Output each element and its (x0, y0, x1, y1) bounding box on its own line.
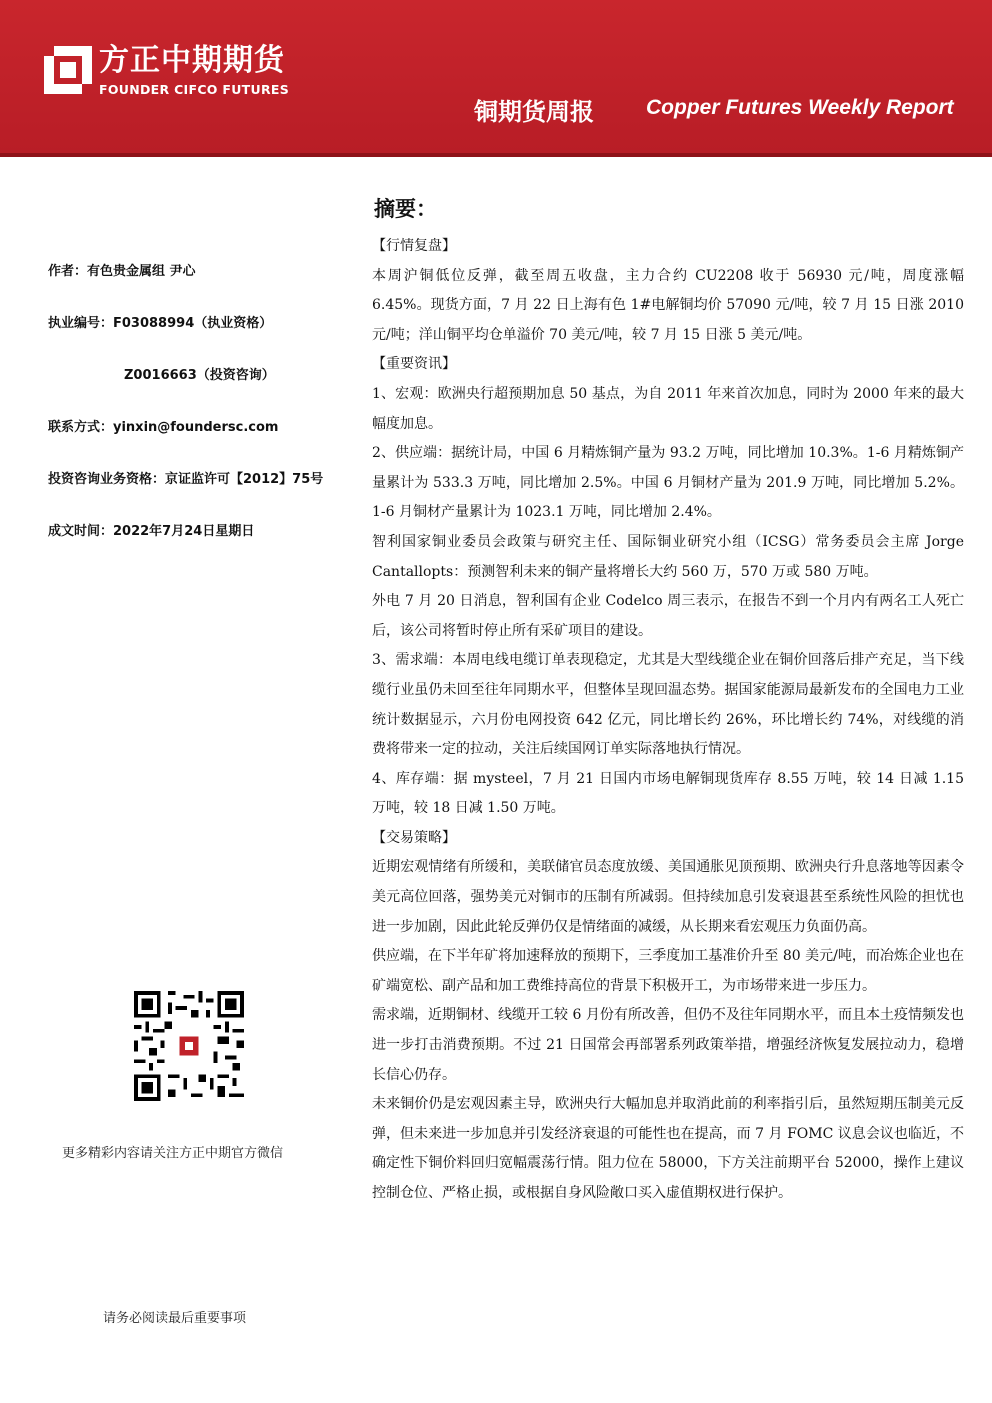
license-line-2: Z0016663（投资咨询） (124, 368, 275, 383)
paragraph: 3、需求端：本周电线电缆订单表现稳定，尤其是大型线缆企业在铜价回落后排产充足，当下线缆行业虽仍未回至往年同期水平，但整体呈现回温态势。据国家能源局最新发布的全国电力工业统计数据显示，六月份电网投资 642 亿元，同比增长约 26%，环比增长约 74%，对线缆的消费将带来一定的拉动，关注后续国网订单实际落地执行情况。 (372, 652, 964, 758)
license-line-1: 执业编号：F03088994（执业资格） (48, 316, 273, 331)
summary-body (372, 232, 964, 1209)
paragraph: 本周沪铜低位反弹，截至周五收盘，主力合约 CU2208 收于 56930 元/吨，周度涨幅 6.45%。现货方面，7 月 22 日上海有色 1#电解铜均价 57090 元/吨，较 7 月 15 日涨 2010 元/吨；洋山铜平均仓单溢价 70 美元/吨，较 7 月 15 日涨 5 美元/吨。 (372, 267, 964, 343)
paragraph: 1、宏观：欧洲央行超预期加息 50 基点，为自 2011 年来首次加息，同时为 2000 年来的最大幅度加息。 (372, 385, 964, 432)
contact-line: 联系方式：yinxin@foundersc.com (48, 420, 279, 435)
report-title-cn: 铜期货周报 (474, 98, 594, 126)
paragraph: 4、库存端：据 mysteel，7 月 21 日国内市场电解铜现货库存 8.55 万吨，较 14 日减 1.15 万吨，较 18 日减 1.50 万吨。 (372, 770, 964, 817)
follow-wechat-text: 更多精彩内容请关注方正中期官方微信 (62, 1146, 284, 1161)
author-line: 作者：有色贵金属组 尹心 (48, 264, 196, 279)
paragraph: 2、供应端：据统计局，中国 6 月精炼铜产量为 93.2 万吨，同比增加 10.3%。1-6 月精炼铜产量累计为 533.3 万吨，同比增加 2.5%。中国 6 月铜材产量为 201.9 万吨，同比增加 5.2%。1-6 月铜材产量累计为 1023.1 万吨，同比增加 2.4%。 (372, 445, 964, 521)
wechat-qr-code (134, 991, 244, 1101)
company-name-en: FOUNDER CIFCO FUTURES (99, 82, 290, 97)
paragraph: 供应端，在下半年矿将加速释放的预期下，三季度加工基准价升至 80 美元/吨，而冶炼企业也在矿端宽松、副产品和加工费维持高位的背景下积极开工，为市场带来进一步压力。 (372, 948, 964, 994)
section-heading-key-news: 【重要资讯】 (372, 356, 456, 373)
paragraph: 近期宏观情绪有所缓和，美联储官员态度放缓、美国通胀见顶预期、欧洲央行升息落地等因素令美元高位回落，强势美元对铜市的压制有所减弱。但持续加息引发衰退甚至系统性风险的担忧也进一步加剧，因此此轮反弹仍仅是情绪面的减缓，从长期来看宏观压力负面仍高。 (372, 859, 964, 935)
must-read-notice: 请务必阅读最后重要事项 (103, 1311, 247, 1326)
date-line: 成文时间：2022年7月24日星期日 (48, 524, 255, 539)
summary-title: 摘要： (374, 197, 437, 221)
section-heading-market-review: 【行情复盘】 (372, 238, 456, 254)
paragraph: 智利国家铜业委员会政策与研究主任、国际铜业研究小组（ICSG）常务委员会主席 Jorge Cantallopts：预测智利未来的铜产量将增长大约 560 万，570 万或 580 万吨。 (372, 533, 964, 580)
company-name-cn: 方正中期期货 (99, 43, 285, 78)
paragraph: 未来铜价仍是宏观因素主导，欧洲央行大幅加息并取消此前的利率指引后，虽然短期压制美元反弹，但未来进一步加息并引发经济衰退的可能性也在提高，而 7 月 FOMC 议息会议也临近，不确定性下铜价料回归宽幅震荡行情。阻力位在 58000，下方关注前期平台 52000，操作上建议控制仓位、严格止损，或根据自身风险敞口买入虚值期权进行保护。 (372, 1096, 964, 1201)
section-heading-strategy: 【交易策略】 (372, 829, 456, 846)
paragraph: 需求端，近期铜材、线缆开工较 6 月份有所改善，但仍不及往年同期水平，而且本土疫情频发也进一步打击消费预期。不过 21 日国常会再部署系列政策举措，增强经济恢复发展拉动力，稳增长信心仍存。 (372, 1007, 964, 1083)
paragraph: 外电 7 月 20 日消息，智利国有企业 Codelco 周三表示，在报告不到一个月内有两名工人死亡后，该公司将暂时停止所有采矿项目的建设。 (372, 593, 964, 639)
qualification-line: 投资咨询业务资格：京证监许可【2012】75号 (48, 472, 324, 487)
report-header (0, 0, 992, 157)
report-title-en: Copper Futures Weekly Report (646, 96, 954, 119)
founder-logo-icon (40, 42, 96, 98)
